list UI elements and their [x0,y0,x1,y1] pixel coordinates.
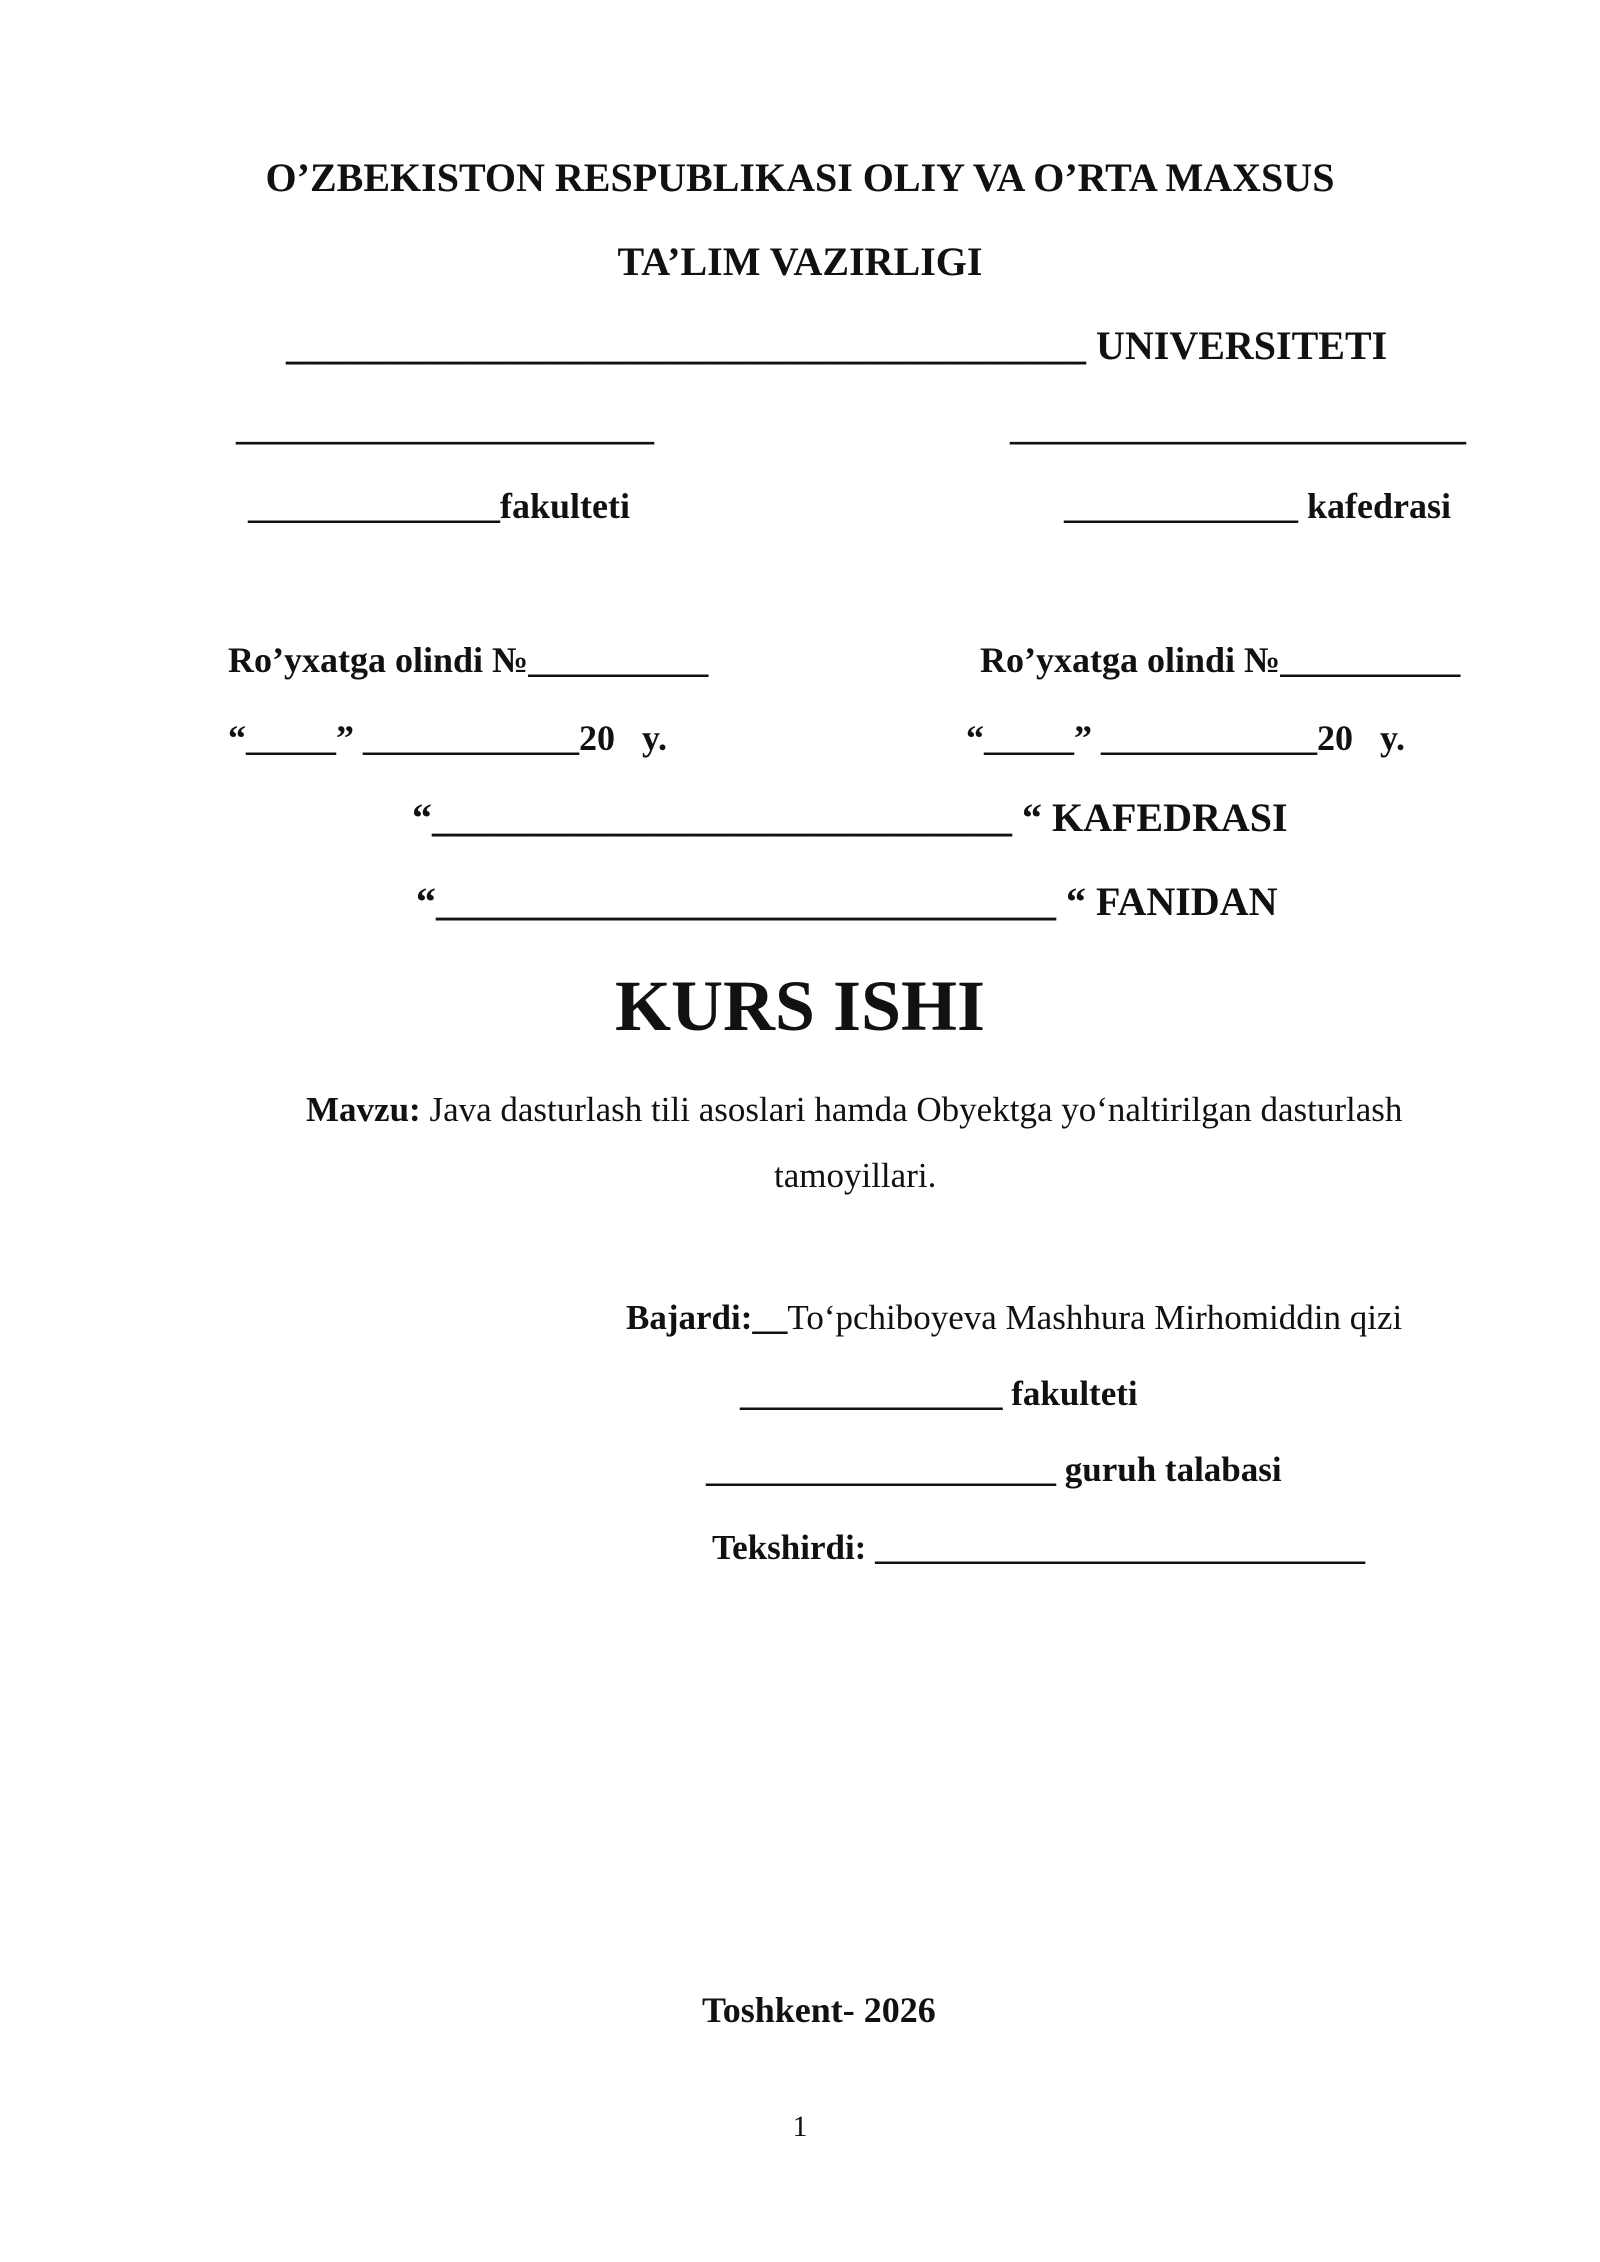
department-field: _____________ kafedrasi [1064,486,1451,526]
page-number: 1 [792,2110,808,2143]
checked-by: Tekshirdi: ____________________________ [712,1528,1366,1567]
department-subject-line: “_____________________________ “ KAFEDRASI [412,795,1288,840]
ministry-line-1: O’ZBEKISTON RESPUBLIKASI OLIY VA O’RTA MAXSUS [265,155,1335,200]
university-line: ________________________________________ UNIVERSITETI [286,323,1388,368]
faculty-field: ______________fakulteti [248,486,630,526]
date-left: “_____” ____________20 y. [228,718,668,758]
author-faculty: _______________ fakulteti [740,1374,1138,1413]
author-group: ____________________ guruh talabasi [706,1450,1282,1489]
registration-right: Ro’yxatga olindi №__________ [980,640,1461,680]
blank-right: ________________________ [1010,406,1466,448]
city-year: Toshkent- 2026 [702,1990,936,2030]
date-right: “_____” ____________20 y. [966,718,1406,758]
topic-label: Mavzu: [306,1090,421,1129]
author-label: Bajardi:__ [626,1298,788,1337]
discipline-line: “_______________________________ “ FANIDAN [416,879,1278,924]
ministry-line-2: TA’LIM VAZIRLIGI [617,239,983,284]
registration-left: Ro’yxatga olindi №__________ [228,640,709,680]
topic-line-2: tamoyillari. [774,1156,937,1195]
author-line [626,1300,1402,1335]
blank-left: ______________________ [236,406,654,448]
author-name: To‘pchiboyeva Mashhura Mirhomiddin qizi [787,1298,1403,1337]
document-title: KURS ISHI [614,966,986,1046]
topic-text: Java dasturlash tili asoslari hamda Obyektga yo‘naltirilgan dasturlash [420,1090,1403,1129]
topic-line-1 [306,1092,1402,1127]
